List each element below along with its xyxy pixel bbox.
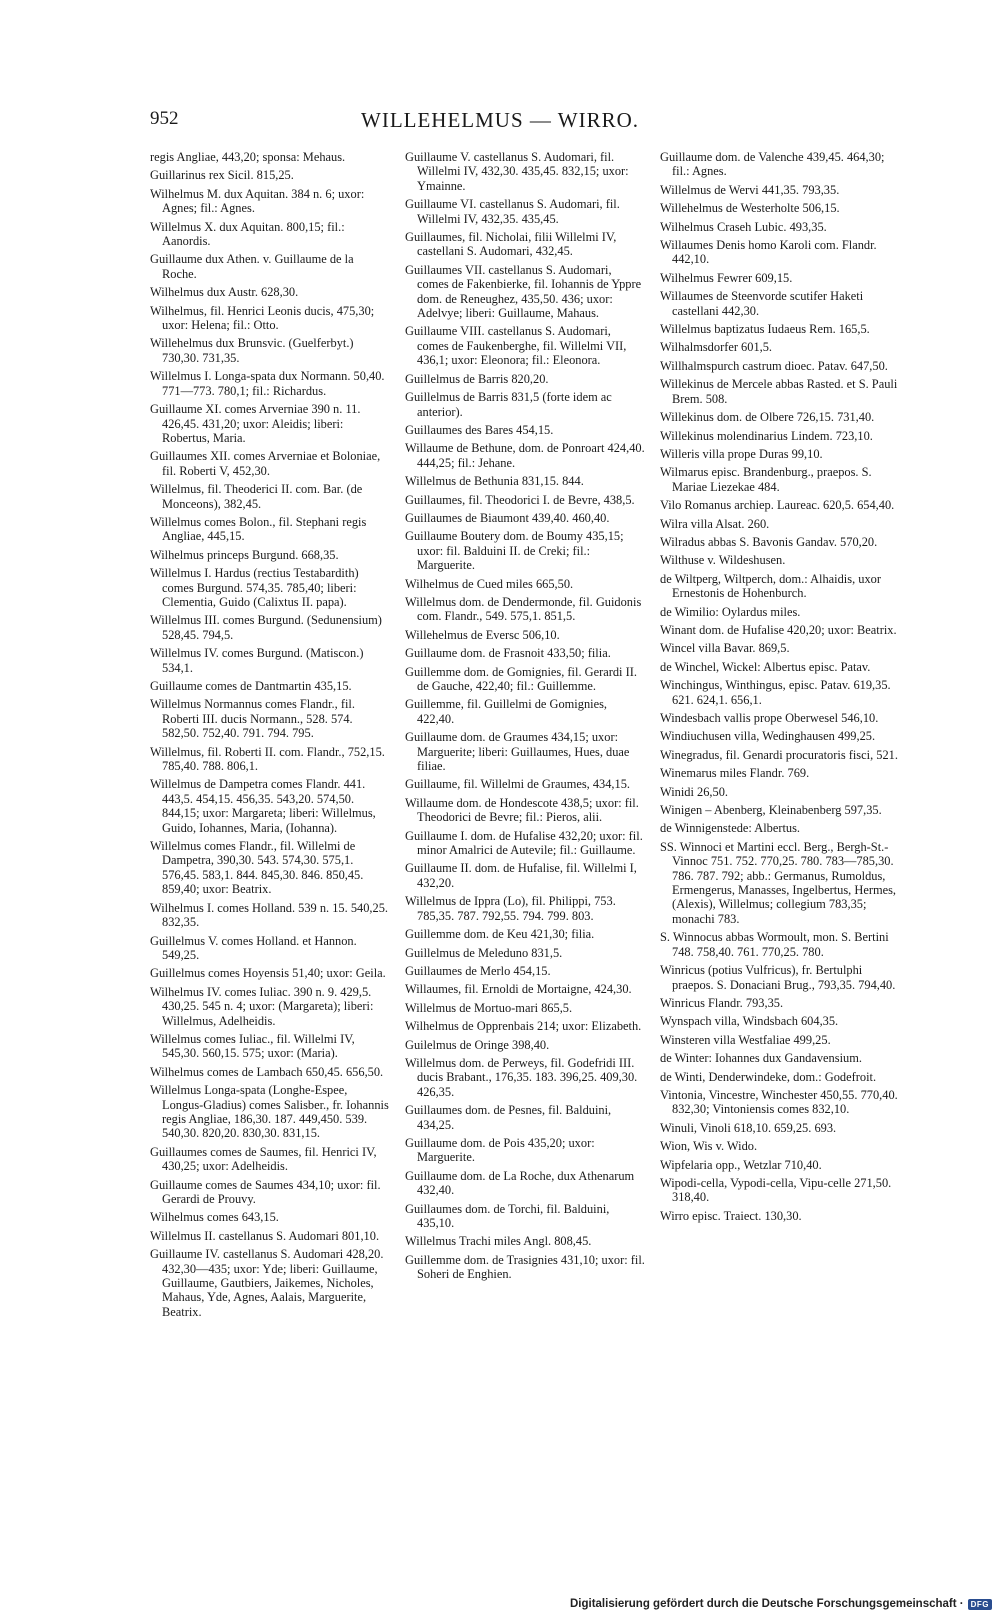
index-entry: Windiuchusen villa, Wedinghausen 499,25. (660, 729, 876, 744)
index-column-2 (405, 150, 645, 1286)
index-entry: Winricus Flandr. 793,35. (660, 995, 784, 1010)
index-entry: Guillarinus rex Sicil. 815,25. (150, 168, 294, 183)
index-entry: Guillaume dom. de Valenche 439,45. 464,30; fil.: Agnes. (660, 150, 885, 179)
index-entry: Guillaume II. dom. de Hufalise, fil. Willelmi I, 432,20. (405, 861, 637, 890)
index-entry: Wilhelmus comes 643,15. (150, 1210, 279, 1225)
index-entry: S. Winnocus abbas Wormoult, mon. S. Bertini 748. 758,40. 761. 770,25. 780. (660, 930, 889, 959)
index-entry: Willelmus dom. de Perweys, fil. Godefridi III. ducis Brabant., 176,35. 183. 396,25. 409,30. 426,35. (405, 1055, 638, 1099)
index-entry: Wilhelmus I. comes Holland. 539 n. 15. 540,25. 832,35. (150, 900, 388, 930)
index-entry: Willelmus Trachi miles Angl. 808,45. (405, 1234, 592, 1249)
index-entry: Winsteren villa Westfaliae 499,25. (660, 1032, 831, 1047)
index-entry: Windesbach vallis prope Oberwesel 546,10. (660, 711, 879, 725)
index-entry: Willaume de Bethune, dom. de Ponroart 424,40. 444,25; fil.: Jehane. (405, 441, 645, 470)
index-entry: Guillaume dom. de La Roche, dux Athenarum 432,40. (405, 1168, 635, 1198)
index-entry: Guillaume I. dom. de Hufalise 432,20; uxor: fil. minor Amalrici de Autevile; fil.: Guillaume. (405, 828, 643, 858)
index-entry: Wilthuse v. Wildeshusen. (660, 553, 786, 568)
running-title: WILLEHELMUS — WIRRO. (361, 108, 639, 132)
index-entry: Willehelmus de Westerholte 506,15. (660, 201, 840, 216)
footer-text: Digitalisierung gefördert durch die Deutsche Forschungsgemeinschaft · (569, 1598, 964, 1610)
index-entry: Willaume dom. de Hondescote 438,5; uxor: fil. Theodorici de Bevre; fil.: Pieros, alii. (405, 795, 639, 825)
index-entry: Willelmus X. dux Aquitan. 800,15; fil.: Aanordis. (150, 219, 345, 249)
index-entry: Willeris villa prope Duras 99,10. (660, 446, 823, 461)
index-entry: Willekinus de Mercele abbas Rasted. et S. Pauli Brem. 508. (660, 377, 898, 406)
index-entry: Willelmus de Mortuo-mari 865,5. (405, 1000, 573, 1015)
index-entry: Wilhelmus, fil. Henrici Leonis ducis, 475,30; uxor: Helena; fil.: Otto. (150, 303, 375, 333)
index-entry: Vilo Romanus archiep. Laureac. 620,5. 654,40. (660, 498, 895, 513)
index-entry: Guillaume comes de Dantmartin 435,15. (150, 679, 352, 693)
index-entry: Wincel villa Bavar. 869,5. (660, 641, 790, 656)
index-entry: Guillaume dom. de Frasnoit 433,50; filia. (405, 646, 611, 661)
index-entry: Wilhelmus Fewrer 609,15. (660, 270, 793, 285)
index-entry: de Winti, Denderwindeke, dom.: Godefroit. (660, 1069, 877, 1084)
index-entry: de Wiltperg, Wiltperch, dom.: Alhaidis, uxor Ernestonis de Hohenburch. (660, 571, 881, 601)
index-entry: Willelmus II. castellanus S. Audomari 801,10. (150, 1228, 380, 1243)
index-entry: Willelmus baptizatus Iudaeus Rem. 165,5. (660, 322, 870, 337)
index-entry: Guillaumes XII. comes Arverniae et Boloniae, fil. Roberti V, 452,30. (150, 449, 381, 478)
index-entry: Wilhelmus IV. comes Iuliac. 390 n. 9. 429,5. 430,25. 545 n. 4; uxor: (Margareta); liberi: Willelmus, Adelheidis. (150, 984, 374, 1028)
index-entry: Wynspach villa, Windsbach 604,35. (660, 1014, 839, 1029)
index-entry: Willelmus Longa-spata (Longhe-Espee, Longus-Gladius) comes Salisber., fr. Iohannis regis Angliae, 186,30. 187. 449,450. 539. 540,30. 820,20. 830,30. 831,15. (150, 1083, 389, 1141)
index-entry: Guillelmus comes Hoyensis 51,40; uxor: Geila. (150, 966, 386, 981)
index-entry: Wilhelmus de Opprenbais 214; uxor: Elizabeth. (405, 1019, 642, 1034)
index-entry: Guillaumes de Merlo 454,15. (405, 963, 551, 978)
index-entry: Willelmus I. Hardus (rectius Testabardith) comes Burgund. 574,35. 785,40; liberi: Clementia, Guido (Calixtus II. papa). (150, 566, 359, 609)
index-entry: Wion, Wis v. Wido. (660, 1139, 758, 1154)
index-entry: Guillaume IV. castellanus S. Audomari 428,20. 432,30—435; uxor: Yde; liberi: Guillaume, Guillaume, Gautbiers, Jaikemes, Nicholes, Mahaus, Yde, Agnes, Aalais, Marguerite, Beatrix. (150, 1247, 384, 1319)
index-entry: Vintonia, Vincestre, Winchester 450,55. 770,40. 832,30; Vintoniensis comes 832,10. (660, 1087, 898, 1117)
index-entry: Willelmus comes Bolon., fil. Stephani regis Angliae, 445,15. (150, 514, 367, 544)
index-entry: Guillemme dom. de Gomignies, fil. Gerardi II. de Gauche, 422,40; fil.: Guillemme. (405, 664, 637, 693)
index-entry: Guillemme, fil. Guillelmi de Gomignies, 422,40. (405, 697, 608, 726)
index-entry: Wilhelmus princeps Burgund. 668,35. (150, 547, 339, 562)
index-entry: Guillemme dom. de Keu 421,30; filia. (405, 927, 595, 942)
index-entry: Willelmus Normannus comes Flandr., fil. Roberti III. ducis Normann., 528. 574. 582,50. 752,40. 791. 794. 795. (150, 697, 355, 741)
index-entry: Guillaume VI. castellanus S. Audomari, fil. Willelmi IV, 432,35. 435,45. (405, 197, 620, 226)
index-entry: Guillaumes, fil. Theodorici I. de Bevre, 438,5. (405, 492, 635, 507)
index-entry: Willelmus de Ippra (Lo), fil. Philippi, 753. 785,35. 787. 792,55. 794. 799. 803. (405, 894, 616, 923)
index-entry: Willelmus IV. comes Burgund. (Matiscon.) 534,1. (150, 646, 364, 675)
index-entry: Willelmus dom. de Dendermonde, fil. Guidonis com. Flandr., 549. 575,1. 851,5. (405, 594, 642, 624)
index-entry: de Winchel, Wickel: Albertus episc. Patav. (660, 659, 871, 674)
index-entry: Winegradus, fil. Genardi procuratoris fisci, 521. (660, 747, 898, 762)
index-entry: Guillaume V. castellanus S. Audomari, fil. Willelmi IV, 432,30. 435,45. 832,15; uxor: Ymainne. (405, 150, 629, 193)
index-entry: Guillaumes dom. de Torchi, fil. Balduini, 435,10. (405, 1201, 610, 1230)
page-number: 952 (150, 108, 179, 129)
index-entry: Guillaume VIII. castellanus S. Audomari, comes de Faukenberghe, fil. Willelmi VII, 436,1; uxor: Eleonora; fil.: Eleonora. (405, 324, 627, 368)
dfg-logo-icon: DFG (968, 1599, 992, 1610)
index-entry: Wilhelmus Craseh Lubic. 493,35. (660, 219, 827, 234)
index-entry: Willelmus, fil. Roberti II. com. Flandr., 752,15. 785,40. 788. 806,1. (150, 744, 385, 774)
index-entry: Wilradus abbas S. Bavonis Gandav. 570,20. (660, 534, 878, 549)
index-entry: Wilhelmus M. dux Aquitan. 384 n. 6; uxor: Agnes; fil.: Agnes. (150, 186, 365, 216)
index-entry: Guillaume, fil. Willelmi de Graumes, 434,15. (405, 777, 631, 792)
index-entry: Winemarus miles Flandr. 769. (660, 766, 810, 781)
index-entry: Willaumes de Steenvorde scutifer Haketi castellani 442,30. (660, 289, 864, 318)
index-entry: Wilhelmus dux Austr. 628,30. (150, 285, 299, 300)
index-entry: Guillaume dux Athen. v. Guillaume de la Roche. (150, 252, 354, 281)
index-entry: Guillelmus V. comes Holland. et Hannon. 549,25. (150, 933, 357, 962)
index-entry: Guillaumes VII. castellanus S. Audomari, comes de Fakenbierke, fil. Iohannis de Yppre dom. de Reneughez, 435,50. 436; uxor: Adelvye; liberi: Guillaume, Mahaus. (405, 262, 642, 321)
index-column-1 (150, 150, 390, 1323)
index-entry: Wipfelaria opp., Wetzlar 710,40. (660, 1157, 822, 1172)
index-entry: Guillemme dom. de Trasignies 431,10; uxor: fil. Soheri de Enghien. (405, 1252, 645, 1282)
index-entry: Guillaume dom. de Pois 435,20; uxor: Marguerite. (405, 1135, 595, 1165)
index-entry: Wilra villa Alsat. 260. (660, 516, 770, 531)
index-entry: Guillaumes dom. de Pesnes, fil. Balduini, 434,25. (405, 1103, 612, 1132)
index-entry: Wilhalmsdorfer 601,5. (660, 340, 773, 355)
index-entry: Guillaume Boutery dom. de Boumy 435,15; uxor: fil. Balduini II. de Creki; fil.: Marguerite. (405, 529, 624, 573)
index-entry: Willhalmspurch castrum dioec. Patav. 647,50. (660, 358, 888, 373)
index-entry: Wilmarus episc. Brandenburg., praepos. S. Mariae Liezekae 484. (660, 465, 872, 494)
index-entry: Willelmus comes Flandr., fil. Willelmi de Dampetra, 390,30. 543. 574,30. 575,1. 576,45. 583,1. 844. 845,30. 846. 850,45. 859,40; uxor: Beatrix. (150, 839, 364, 897)
index-entry: Willekinus molendinarius Lindem. 723,10. (660, 428, 873, 443)
index-entry: Guillelmus de Barris 820,20. (405, 371, 549, 386)
index-entry: Willelmus comes Iuliac., fil. Willelmi IV, 545,30. 560,15. 575; uxor: (Maria). (150, 1031, 355, 1061)
index-entry: Willelmus, fil. Theoderici II. com. Bar. (de Monceons), 382,45. (150, 482, 363, 511)
index-entry: Guillaumes des Bares 454,15. (405, 422, 554, 437)
index-entry: Winidi 26,50. (660, 784, 728, 799)
index-entry: Willehelmus dux Brunsvic. (Guelferbyt.) 730,30. 731,35. (150, 336, 354, 365)
index-entry: Willaumes, fil. Ernoldi de Mortaigne, 424,30. (405, 982, 632, 997)
index-entry: Willaumes Denis homo Karoli com. Flandr. 442,10. (660, 238, 877, 267)
index-entry: Winuli, Vinoli 618,10. 659,25. 693. (660, 1120, 837, 1135)
index-entry: Winchingus, Winthingus, episc. Patav. 619,35. 621. 624,1. 656,1. (660, 678, 891, 707)
index-entry: Willehelmus de Eversc 506,10. (405, 627, 560, 642)
index-entry: Willelmus de Bethunia 831,15. 844. (405, 474, 584, 489)
index-entry: Guilelmus de Oringe 398,40. (405, 1037, 550, 1052)
index-entry: Guillaume dom. de Graumes 434,15; uxor: Marguerite; liberi: Guillaumes, Hues, duae filiae. (405, 730, 630, 774)
index-entry: Willelmus de Dampetra comes Flandr. 441. 443,5. 454,15. 456,35. 543,20. 574,50. 844,15; uxor: Margareta; liberi: Willelmus, Guido, Iohannes, Maria, (Iohanna). (150, 777, 376, 835)
index-entry: Willelmus I. Longa-spata dux Normann. 50,40. 771—773. 780,1; fil.: Richardus. (150, 369, 385, 398)
index-entry: Guillelmus de Barris 831,5 (forte idem ac anterior). (405, 390, 612, 419)
index-entry: Guillaume XI. comes Arverniae 390 n. 11. 426,45. 431,20; uxor: Aleidis; liberi: Robertus, Maria. (150, 402, 361, 445)
index-entry: Willelmus de Wervi 441,35. 793,35. (660, 182, 840, 197)
index-entry: Willekinus dom. de Olbere 726,15. 731,40. (660, 410, 875, 425)
index-entry: Wilhelmus de Cued miles 665,50. (405, 576, 574, 591)
index-entry: Willelmus III. comes Burgund. (Sedunensium) 528,45. 794,5. (150, 613, 382, 642)
index-column-3 (660, 150, 900, 1227)
index-entry: regis Angliae, 443,20; sponsa: Mehaus. (150, 150, 346, 164)
index-entry: Wipodi-cella, Vypodi-cella, Vipu-celle 271,50. 318,40. (660, 1175, 892, 1205)
footer-credit (570, 1598, 992, 1610)
index-entry: de Winter: Iohannes dux Gandavensium. (660, 1051, 862, 1066)
index-entry: Wilhelmus comes de Lambach 650,45. 656,50. (150, 1064, 384, 1079)
index-entry: Guillaume comes de Saumes 434,10; uxor: fil. Gerardi de Prouvy. (150, 1177, 381, 1206)
index-entry: Guillaumes comes de Saumes, fil. Henrici IV, 430,25; uxor: Adelheidis. (150, 1144, 377, 1174)
index-entry: Guillelmus de Meleduno 831,5. (405, 945, 563, 960)
index-entry: Winricus (potius Vulfricus), fr. Bertulphi praepos. S. Donaciani Brug., 793,35. 794,40. (660, 963, 896, 992)
index-entry: Winigen – Abenberg, Kleinabenberg 597,35. (660, 803, 882, 818)
index-entry: Winant dom. de Hufalise 420,20; uxor: Beatrix. (660, 622, 897, 637)
index-entry: de Wimilio: Oylardus miles. (660, 604, 801, 619)
index-entry: Guillaumes de Biaumont 439,40. 460,40. (405, 510, 610, 525)
index-entry: de Winnigenstede: Albertus. (660, 821, 801, 836)
index-entry: Guillaumes, fil. Nicholai, filii Willelmi IV, castellani S. Audomari, 432,45. (405, 230, 617, 259)
index-entry: SS. Winnoci et Martini eccl. Berg., Bergh-St.-Vinnoc 751. 752. 770,25. 780. 783—785,30. 786. 787. 792; abb.: Germanus, Rumoldus, Ermengerus, Manasses, Ingelbertus, Hermes, (Alexis), Willelmus; collegium 783,35; monachi 783. (660, 839, 896, 926)
index-entry: Wirro episc. Traiect. 130,30. (660, 1208, 802, 1223)
